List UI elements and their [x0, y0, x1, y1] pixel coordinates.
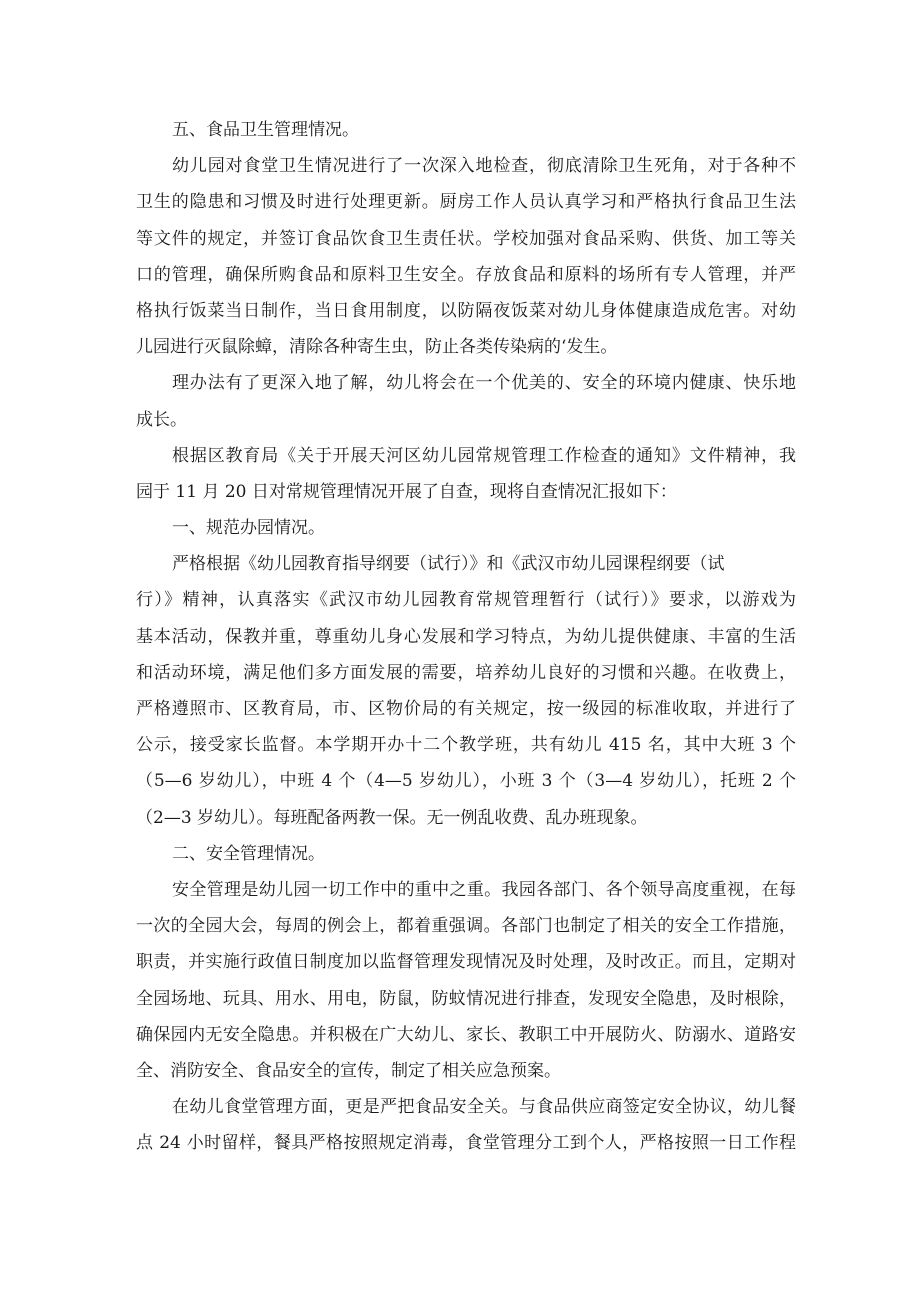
- text-line: 儿园进行灭鼠除蟑，清除各种寄生虫，防止各类传染病的‘发生。: [136, 337, 618, 358]
- text-line: 口的管理，确保所购食品和原料卫生安全。存放食品和原料的场所有专人管理，并严: [136, 264, 796, 285]
- text-line: （5—6 岁幼儿），中班 4 个（4—5 岁幼儿），小班 3 个（3—4 岁幼儿），托班 2 个: [136, 771, 796, 792]
- text-line: 行）》精神，认真落实《武汉市幼儿园教育常规管理暂行（试行）》要求，以游戏为: [136, 590, 796, 611]
- text-line: 基本活动，保教并重，尊重幼儿身心发展和学习特点，为幼儿提供健康、丰富的生活: [136, 626, 796, 647]
- text-line: （2—3 岁幼儿）。每班配备两教一保。无一例乱收费、乱办班现象。: [136, 807, 648, 828]
- text-line: 成长。: [136, 409, 187, 430]
- text-line: 职责，并实施行政值日制度加以监督管理发现情况及时处理，及时改正。而且，定期对: [136, 952, 796, 973]
- text-line: 和活动环境，满足他们多方面发展的需要，培养幼儿良好的习惯和兴趣。在收费上，: [136, 662, 796, 683]
- text-line: 全、消防安全、食品安全的宣传，制定了相关应急预案。: [136, 1060, 561, 1081]
- text-line: 卫生的隐患和习惯及时进行处理更新。厨房工作人员认真学习和严格执行食品卫生法: [136, 192, 796, 213]
- text-line: 严格根据《幼儿园教育指导纲要（试行）》和《武汉市幼儿园课程纲要（试: [172, 554, 725, 575]
- text-line: 安全管理是幼儿园一切工作中的重中之重。我园各部门、各个领导高度重视，在每: [172, 879, 796, 900]
- text-line: 等文件的规定，并签订食品饮食卫生责任状。学校加强对食品采购、供货、加工等关: [136, 228, 796, 249]
- text-line: 一次的全园大会，每周的例会上，都着重强调。各部门也制定了相关的安全工作措施，: [136, 916, 796, 937]
- text-line: 严格遵照市、区教育局，市、区物价局的有关规定，按一级园的标准收取，并进行了: [136, 699, 796, 719]
- text-line: 园于 11 月 20 日对常规管理情况开展了自查，现将自查情况汇报如下：: [136, 481, 677, 502]
- text-line: 格执行饭菜当日制作，当日食用制度，以防隔夜饭菜对幼儿身体健康造成危害。对幼: [136, 300, 796, 321]
- text-line: 理办法有了更深入地了解，幼儿将会在一个优美的、安全的环境内健康、快乐地: [172, 373, 796, 394]
- text-line: 一、规范办园情况。: [172, 518, 325, 539]
- text-line: 确保园内无安全隐患。并积极在广大幼儿、家长、教职工中开展防火、防溺水、道路安: [136, 1024, 796, 1045]
- text-line: 在幼儿食堂管理方面，更是严把食品安全关。与食品供应商签定安全协议，幼儿餐: [172, 1097, 796, 1118]
- text-line: 五、食品卫生管理情况。: [172, 120, 359, 140]
- text-line: 全园场地、玩具、用水、用电，防鼠，防蚊情况进行排查，发现安全隐患，及时根除，: [136, 988, 796, 1009]
- text-line: 点 24 小时留样，餐具严格按照规定消毒，食堂管理分工到个人，严格按照一日工作程: [136, 1133, 796, 1154]
- text-line: 公示，接受家长监督。本学期开办十二个教学班，共有幼儿 415 名，其中大班 3 个: [136, 735, 796, 756]
- text-line: 幼儿园对食堂卫生情况进行了一次深入地检查，彻底清除卫生死角，对于各种不: [172, 156, 796, 177]
- text-line: 根据区教育局《关于开展天河区幼儿园常规管理工作检查的通知》文件精神，我: [172, 445, 796, 466]
- document-body: [136, 112, 796, 1161]
- text-line: 二、安全管理情况。: [172, 843, 325, 864]
